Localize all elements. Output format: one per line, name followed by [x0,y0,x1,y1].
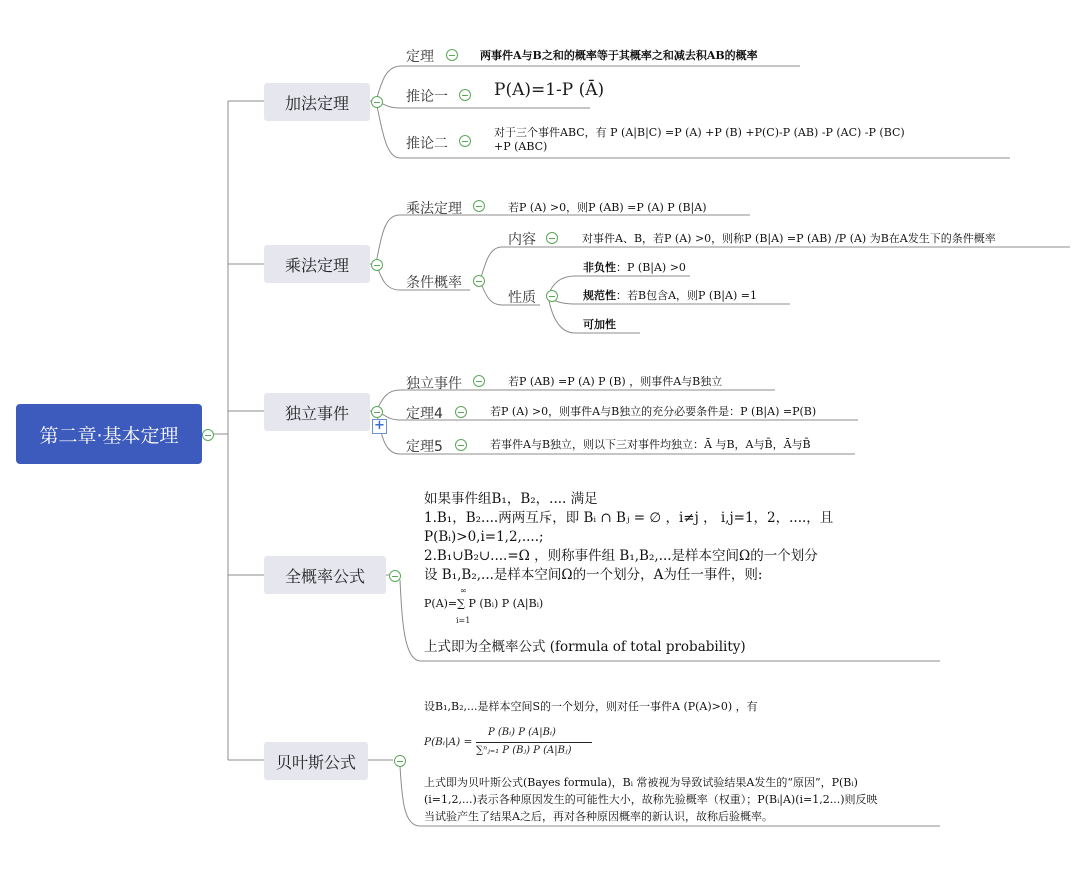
property-additivity: 可加性 [583,318,616,331]
multiplication-theorem-label[interactable]: 乘法定理 [406,201,462,217]
total-probability-footer: 上式即为全概率公式 (formula of total probability) [424,639,746,655]
bayes-text-line2: (i=1,2,...)表示各种原因发生的可能性大小，故称先验概率（权重）；P(Bᵢ|A)(i=1,2...)则反映 [424,793,878,806]
total-probability-formula: P(A)=∑ P (Bᵢ) P (A|Bᵢ) [424,597,544,610]
bayes-intro: 设B₁,B₂,...是样本空间S的一个划分，则对任一事件A (P(A)>0) ，有 [424,700,758,713]
theorem4-label[interactable]: 定理4 [406,406,443,422]
sum-lower-limit: i=1 [456,616,471,625]
theorem5-text: 若事件A与B独立，则以下三对事件均独立：Ā 与B，A与B̄，Ā与B̄ [490,438,811,451]
conditional-content-text: 对事件A、B，若P (A) >0，则称P (B|A) =P (AB) /P (A) 为B在A发生下的条件概率 [582,232,996,245]
corollary-two-collapse-icon[interactable] [459,135,471,147]
root-topic[interactable]: 第二章·基本定理 [16,404,202,464]
conditional-probability-label[interactable]: 条件概率 [406,275,462,291]
addition-collapse-icon[interactable] [371,96,383,108]
bayes-collapse-icon[interactable] [394,755,406,767]
bayes-text-line1: 上式即为贝叶斯公式(Bayes formula)，Bᵢ 常被视为导致试验结果A发生的“原因”，P(Bᵢ) [424,776,858,789]
corollary-two-label[interactable]: 推论二 [406,136,448,152]
bayes-fraction-bar [476,742,592,743]
addition-theorem-collapse-icon[interactable] [446,49,458,61]
bayes-formula-left: P(Bᵢ|A) = [424,736,473,748]
corollary-one-collapse-icon[interactable] [459,89,471,101]
total-probability-line5: 设 B₁,B₂,...是样本空间Ω的一个划分，A为任一事件，则: [424,567,763,583]
total-probability-line3: P(Bᵢ)>0,i=1,2,....; [424,529,544,545]
addition-theorem-label[interactable]: 定理 [406,49,434,65]
property-nonnegativity: 非负性：P (B|A) >0 [583,261,686,274]
total-probability-line1: 如果事件组B₁，B₂，.... 满足 [424,491,598,507]
topic-addition[interactable]: 加法定理 [264,83,370,121]
addition-theorem-text: 两事件A与B之和的概率等于其概率之和减去积AB的概率 [480,49,758,62]
root-collapse-icon[interactable] [202,429,214,441]
topic-multiplication[interactable]: 乘法定理 [264,245,370,283]
multiplication-theorem-text: 若P (A) >0，则P (AB) =P (A) P (B|A) [508,201,707,214]
bayes-denominator: ∑ⁿⱼ₌₁ P (Bⱼ) P (A|Bⱼ) [476,745,572,756]
bayes-text-line3: 当试验产生了结果A之后，再对各种原因概率的新认识，故称后验概率。 [424,810,773,823]
total-probability-line2: 1.B₁，B₂....两两互斥，即 Bᵢ ∩ Bⱼ = ∅ ，i≠j ， i,j=1，2，....，且 [424,510,834,526]
total-probability-collapse-icon[interactable] [389,570,401,582]
corollary-one-label[interactable]: 推论一 [406,89,448,105]
property-normalization: 规范性：若B包含A，则P (B|A) =1 [583,289,757,302]
theorem4-collapse-icon[interactable] [455,406,467,418]
multiplication-collapse-icon[interactable] [371,259,383,271]
corollary-two-text-line2: +P (ABC) [494,140,548,153]
independent-event-collapse-icon[interactable] [473,375,485,387]
topic-total-probability[interactable]: 全概率公式 [264,556,386,594]
conditional-properties-label[interactable]: 性质 [508,290,536,306]
independent-event-text: 若P (AB) =P (A) P (B) ，则事件A与B独立 [508,375,723,388]
total-probability-line4: 2.B₁∪B₂∪....=Ω ，则称事件组 B₁,B₂,...是样本空间Ω的一个划分 [424,548,818,564]
corollary-one-formula: P(A)=1-P (Ā) [494,80,605,100]
conditional-probability-collapse-icon[interactable] [473,275,485,287]
independent-collapse-icon[interactable] [371,406,383,418]
topic-bayes[interactable]: 贝叶斯公式 [264,742,368,780]
bayes-numerator: P (Bᵢ) P (A|Bᵢ) [488,727,556,738]
theorem5-collapse-icon[interactable] [455,439,467,451]
topic-independent-events[interactable]: 独立事件 [264,393,370,431]
independent-event-label[interactable]: 独立事件 [406,376,462,392]
theorem4-text: 若P (A) >0，则事件A与B独立的充分必要条件是：P (B|A) =P(B) [490,405,817,418]
corollary-two-text-line1: 对于三个事件ABC，有 P (A|B|C) =P (A) +P (B) +P(C)-P (AB) -P (AC) -P (BC) [494,126,905,139]
conditional-content-collapse-icon[interactable] [546,232,558,244]
sum-upper-limit: ∞ [460,586,467,595]
multiplication-theorem-collapse-icon[interactable] [473,200,485,212]
theorem5-label[interactable]: 定理5 [406,439,443,455]
conditional-content-label[interactable]: 内容 [508,232,536,248]
conditional-properties-collapse-icon[interactable] [546,290,558,302]
expand-plus-icon[interactable]: + [372,419,387,434]
